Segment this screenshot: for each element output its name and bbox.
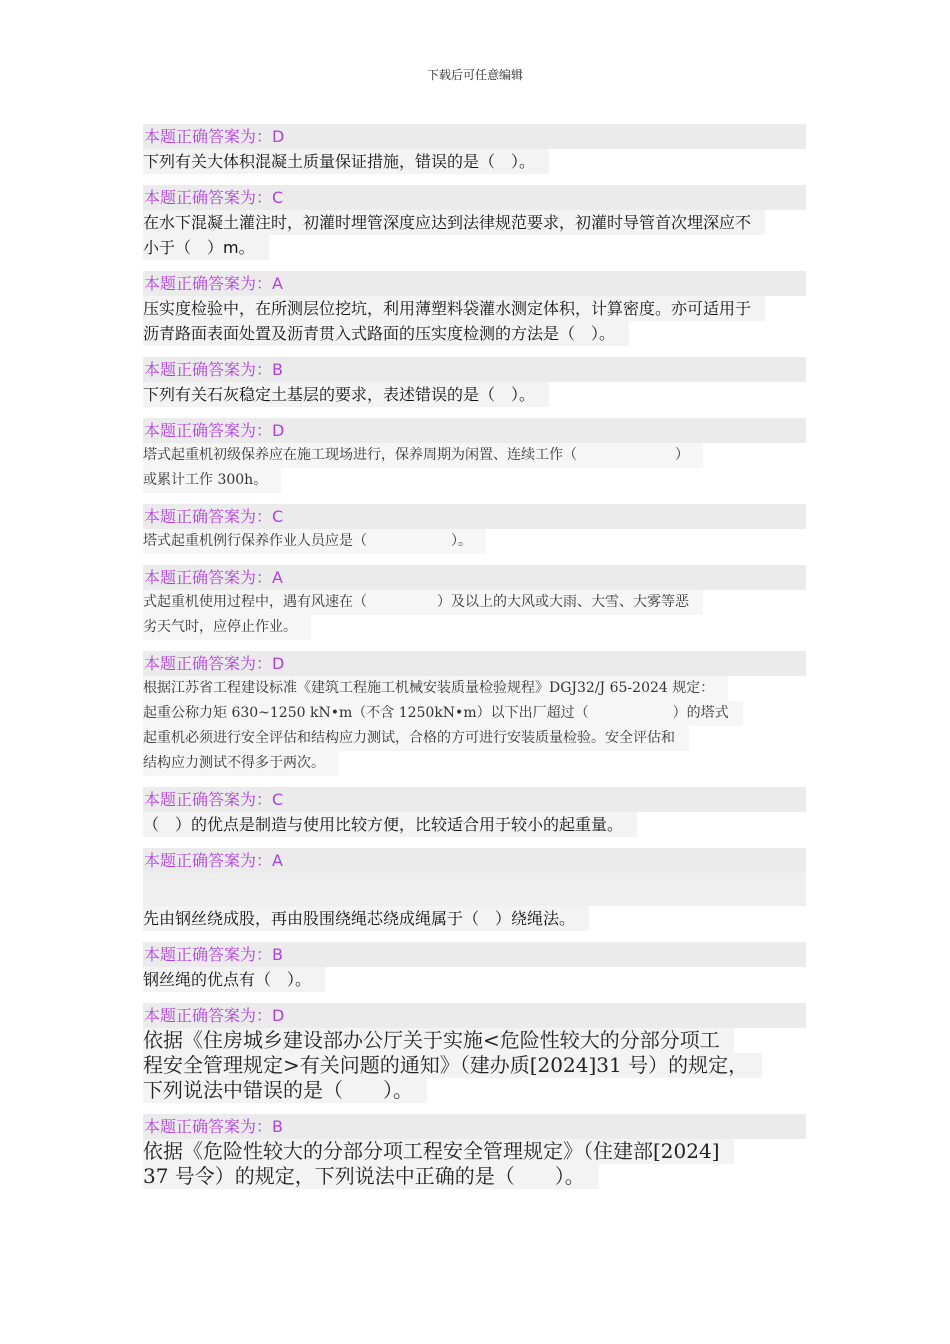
question-text: （ ）的优点是制造与使用比较方便，比较适合用于较小的起重量。 [143, 812, 806, 837]
answer-label: 本题正确答案为：A [143, 565, 806, 590]
answer-label: 本题正确答案为：C [143, 787, 806, 812]
question-item [143, 651, 806, 776]
answer-label: 本题正确答案为：B [143, 357, 806, 382]
question-text: 依据《危险性较大的分部分项工程安全管理规定》（住建部[2024] 37 号令）的规定，下列说法中正确的是（ ）。 [143, 1139, 806, 1189]
question-item [143, 357, 806, 407]
question-item [143, 1003, 806, 1103]
question-item [143, 787, 806, 837]
question-item [143, 848, 806, 931]
answer-label: 本题正确答案为：D [143, 1003, 806, 1028]
question-item [143, 124, 806, 174]
question-list [143, 124, 806, 1200]
answer-label: 本题正确答案为：D [143, 418, 806, 443]
question-item [143, 1114, 806, 1189]
question-text: 下列有关大体积混凝土质量保证措施，错误的是（ ）。 [143, 149, 806, 174]
question-text: 在水下混凝土灌注时，初灌时埋管深度应达到法律规范要求，初灌时导管首次埋深应不 小于（ ）m。 [143, 210, 806, 260]
question-text: 钢丝绳的优点有（ ）。 [143, 967, 806, 992]
question-text: 先由钢丝绕成股，再由股围绕绳芯绕成绳属于（ ）绕绳法。 [143, 906, 806, 931]
question-text: 依据《住房城乡建设部办公厅关于实施<危险性较大的分部分项工 程安全管理规定>有关问题的通知》（建办质[2024]31 号）的规定， 下列说法中错误的是（ ）。 [143, 1028, 806, 1103]
question-item [143, 418, 806, 493]
answer-label: 本题正确答案为：A [143, 848, 806, 873]
blank-space [143, 873, 806, 906]
question-text: 根据江苏省工程建设标准《建筑工程施工机械安装质量检验规程》DGJ32/J 65-2024 规定： 起重公称力矩 630~1250 kN•m（不含 1250kN•m）以下出厂超过（ ）的塔式 起重机必须进行安全评估和结构应力测试，合格的方可进行安装质量检验。安全评估和 结构应力测试不得多于两次。 [143, 676, 806, 776]
question-text: 压实度检验中，在所测层位挖坑，利用薄塑料袋灌水测定体积，计算密度。亦可适用于 沥青路面表面处置及沥青贯入式路面的压实度检测的方法是（ ）。 [143, 296, 806, 346]
question-item [143, 504, 806, 554]
question-item [143, 271, 806, 346]
answer-label: 本题正确答案为：C [143, 185, 806, 210]
question-item [143, 185, 806, 260]
question-text: 塔式起重机例行保养作业人员应是（ ）。 [143, 529, 806, 554]
page-header: 下载后可任意编辑 [426, 68, 523, 82]
question-item [143, 565, 806, 640]
answer-label: 本题正确答案为：A [143, 271, 806, 296]
answer-label: 本题正确答案为：D [143, 651, 806, 676]
question-item [143, 942, 806, 992]
answer-label: 本题正确答案为：D [143, 124, 806, 149]
question-text: 下列有关石灰稳定土基层的要求，表述错误的是（ ）。 [143, 382, 806, 407]
question-text: 式起重机使用过程中，遇有风速在（ ）及以上的大风或大雨、大雪、大雾等恶 劣天气时，应停止作业。 [143, 590, 806, 640]
question-text: 塔式起重机初级保养应在施工现场进行，保养周期为闲置、连续工作（ ） 或累计工作 300h。 [143, 443, 806, 493]
answer-label: 本题正确答案为：C [143, 504, 806, 529]
answer-label: 本题正确答案为：B [143, 1114, 806, 1139]
answer-label: 本题正确答案为：B [143, 942, 806, 967]
